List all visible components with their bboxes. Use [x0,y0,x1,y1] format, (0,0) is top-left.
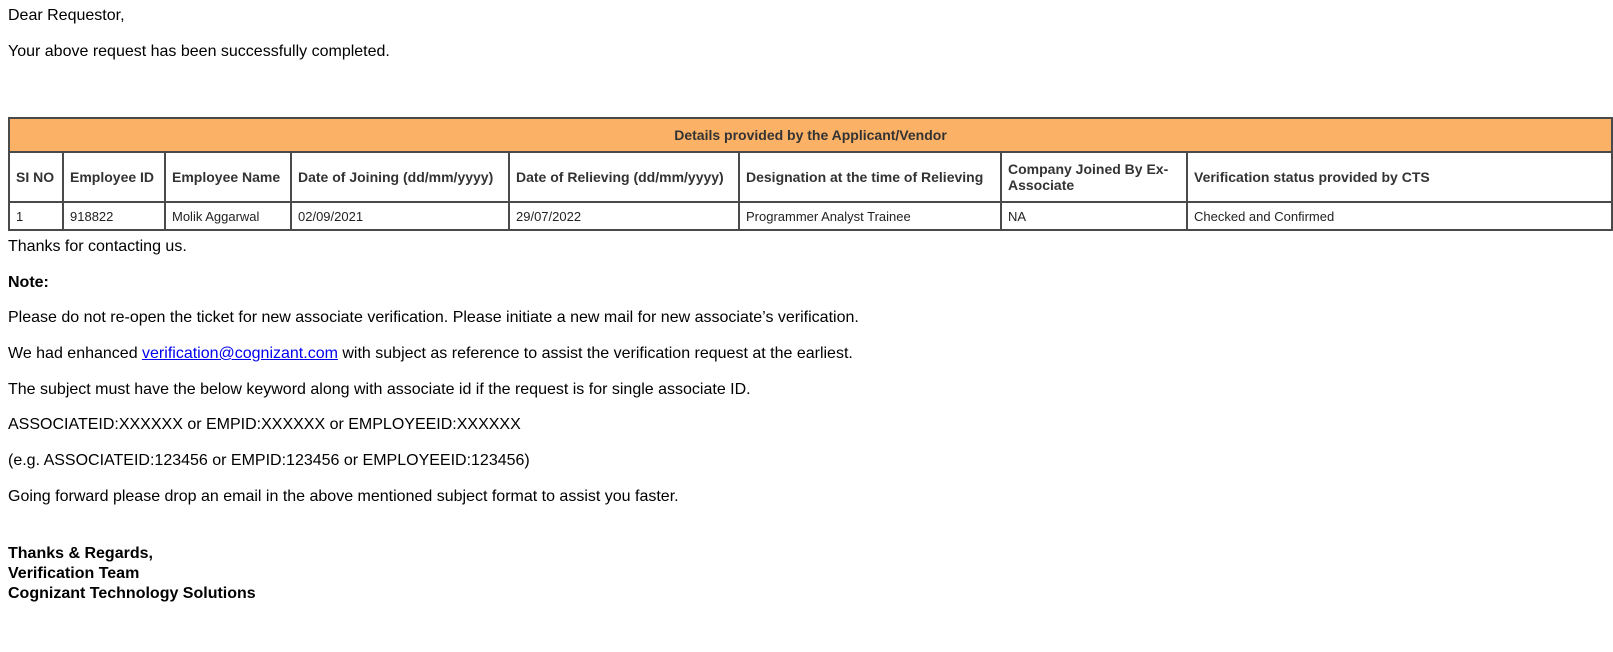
greeting: Dear Requestor, [8,7,125,24]
note-line-2-after: with subject as reference to assist the verification request at the earliest. [337,345,853,362]
col-verification-status: Verification status provided by CTS [1187,152,1612,202]
note-line-4: ASSOCIATEID:XXXXXX or EMPID:XXXXXX or EMPLOYEEID:XXXXXX [8,416,521,433]
table-row [9,202,1612,230]
signature-line-1: Thanks & Regards, [8,545,153,562]
note-line-3: The subject must have the below keyword along with associate id if the request is for single associate ID. [8,381,751,398]
signature [8,544,256,604]
col-company-joined: Company Joined By Ex-Associate [1001,152,1187,202]
col-designation: Designation at the time of Relieving [739,152,1001,202]
cell-designation: Programmer Analyst Trainee [739,202,1001,230]
note-line-2 [8,344,853,363]
cell-employee-name: Molik Aggarwal [165,202,291,230]
col-date-of-relieving: Date of Relieving (dd/mm/yyyy) [509,152,739,202]
signature-line-3: Cognizant Technology Solutions [8,585,256,602]
note-line-6: Going forward please drop an email in the above mentioned subject format to assist you faster. [8,488,679,505]
verification-email-link[interactable]: verification@cognizant.com [142,345,338,362]
cell-company-joined: NA [1001,202,1187,230]
cell-date-of-relieving: 29/07/2022 [509,202,739,230]
cell-date-of-joining: 02/09/2021 [291,202,509,230]
col-employee-id: Employee ID [63,152,165,202]
note-line-2-before: We had enhanced [8,345,143,362]
note-label: Note: [8,274,49,291]
note-line-1: Please do not re-open the ticket for new associate verification. Please initiate a new mail for new associate’s verification. [8,309,859,326]
note-line-5: (e.g. ASSOCIATEID:123456 or EMPID:123456 or EMPLOYEEID:123456) [8,452,530,469]
col-si-no: SI NO [9,152,63,202]
thanks-text: Thanks for contacting us. [8,238,187,255]
table-caption: Details provided by the Applicant/Vendor [9,118,1612,152]
signature-line-2: Verification Team [8,565,140,582]
details-table [8,117,1613,231]
cell-si-no: 1 [9,202,63,230]
intro-text: Your above request has been successfully completed. [8,43,390,60]
cell-verification-status: Checked and Confirmed [1187,202,1612,230]
table-header-row [9,152,1612,202]
cell-employee-id: 918822 [63,202,165,230]
col-date-of-joining: Date of Joining (dd/mm/yyyy) [291,152,509,202]
col-employee-name: Employee Name [165,152,291,202]
